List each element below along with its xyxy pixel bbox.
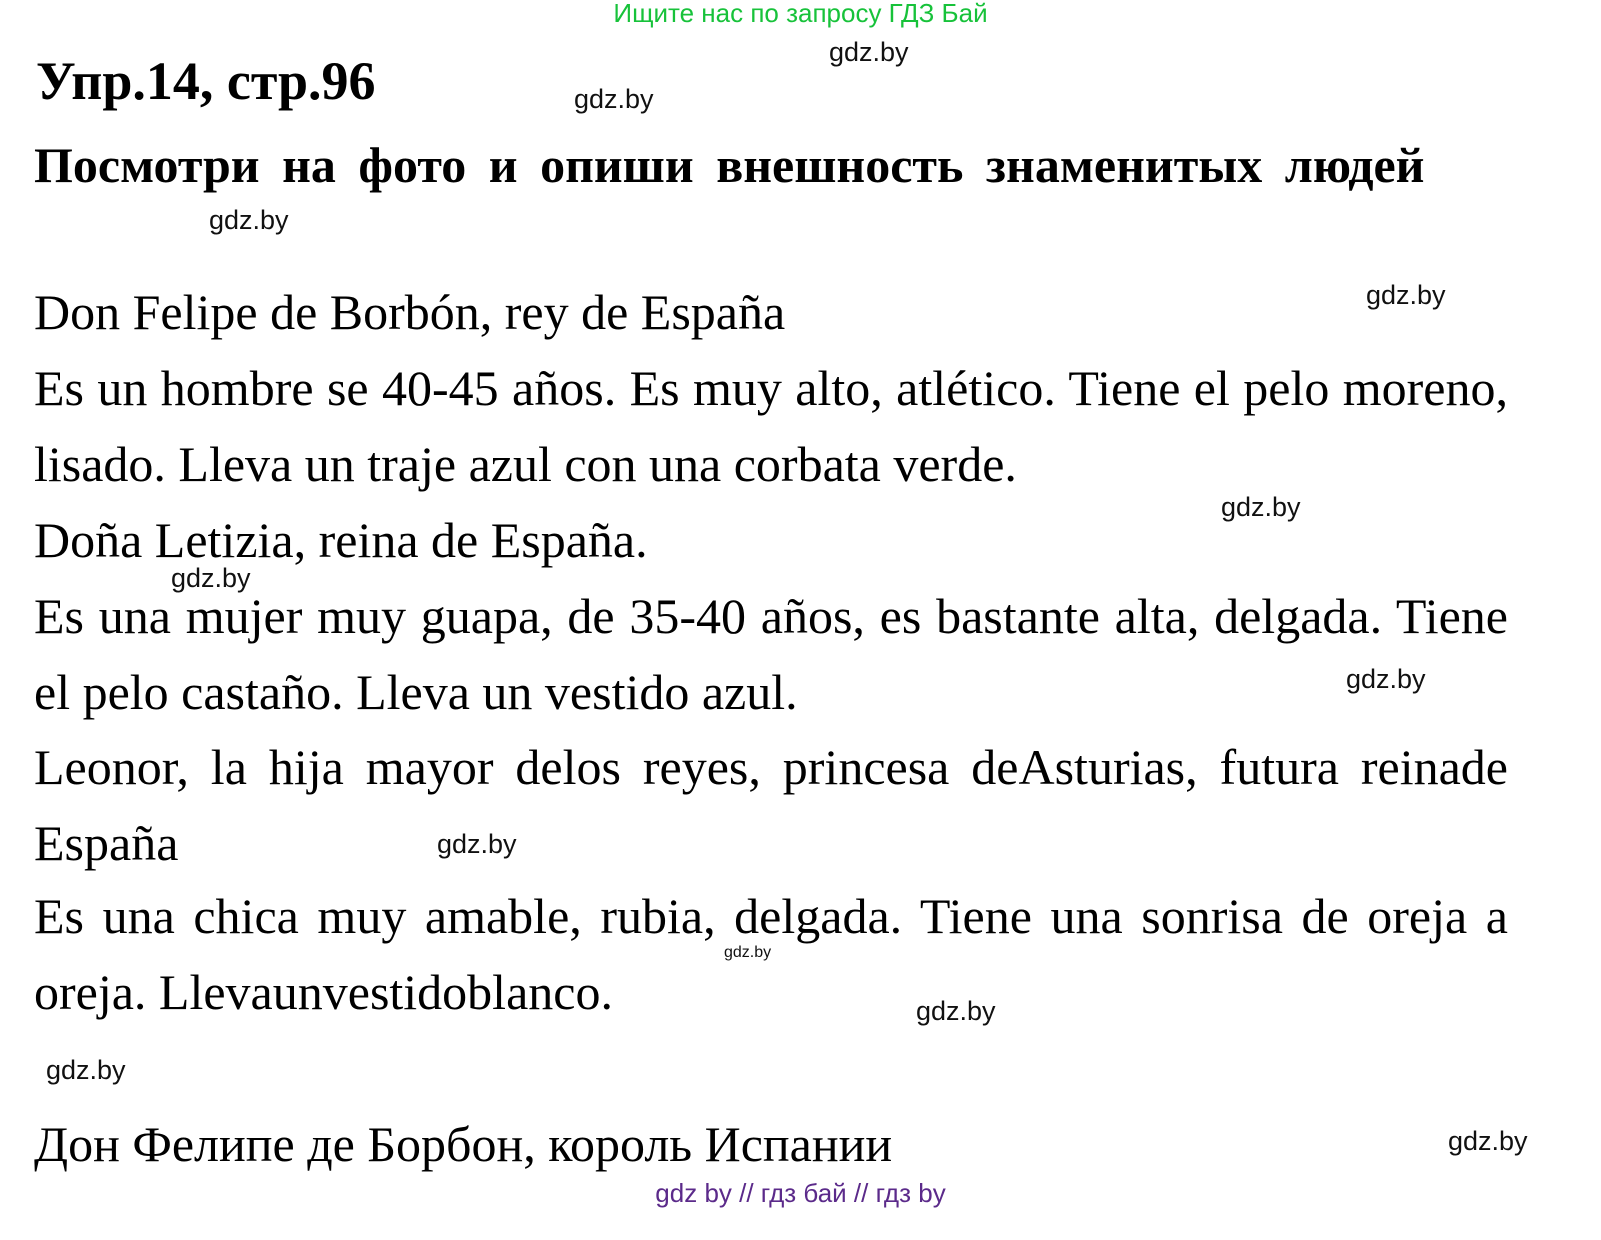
paragraph-leonor-description: Es una chica muy amable, rubia, delgada. Tiene una sonrisa de oreja a oreja. Llevaunvestidoblanco. — [34, 888, 1508, 1020]
watermark: gdz.by — [829, 37, 909, 67]
watermark: gdz.by — [1346, 664, 1426, 694]
paragraph-leonor-heading: Leonor, la hija mayor delos reyes, princesa deAsturias, futura reinade España — [34, 739, 1508, 871]
watermark: gdz.by — [916, 996, 996, 1026]
watermark: gdz.by — [574, 84, 654, 114]
watermark: gdz.by — [171, 563, 251, 593]
watermark: gdz.by — [46, 1055, 126, 1085]
watermark: gdz.by — [209, 205, 289, 235]
watermark: gdz.by — [1221, 492, 1301, 522]
watermark: gdz.by — [437, 829, 517, 859]
watermark: gdz.by — [724, 944, 772, 961]
paragraph-felipe-description: Es un hombre se 40-45 años. Es muy alto, atlético. Tiene el pelo moreno, lisado. Lleva un traje azul con una corbata verde. — [34, 360, 1508, 492]
task-statement: Посмотри на фото и опиши внешность знаменитых людей — [34, 137, 1425, 193]
paragraph-letizia-description: Es una mujer muy guapa, de 35-40 años, es bastante alta, delgada. Tiene el pelo castaño. Lleva un vestido azul. — [34, 588, 1508, 720]
paragraph-felipe-heading: Don Felipe de Borbón, rey de España — [34, 284, 786, 340]
paragraph-translation: Дон Фелипе де Борбон, король Испании — [34, 1116, 893, 1172]
paragraph-letizia-heading: Doña Letizia, reina de España. — [34, 512, 648, 568]
watermark: gdz.by — [1366, 280, 1446, 310]
footer-links[interactable]: gdz by // гдз бай // гдз by — [655, 1178, 946, 1208]
search-hint[interactable]: Ищите нас по запросу ГДЗ Бай — [613, 0, 988, 28]
watermark: gdz.by — [1448, 1126, 1528, 1156]
exercise-title: Упр.14, стр.96 — [36, 51, 376, 111]
